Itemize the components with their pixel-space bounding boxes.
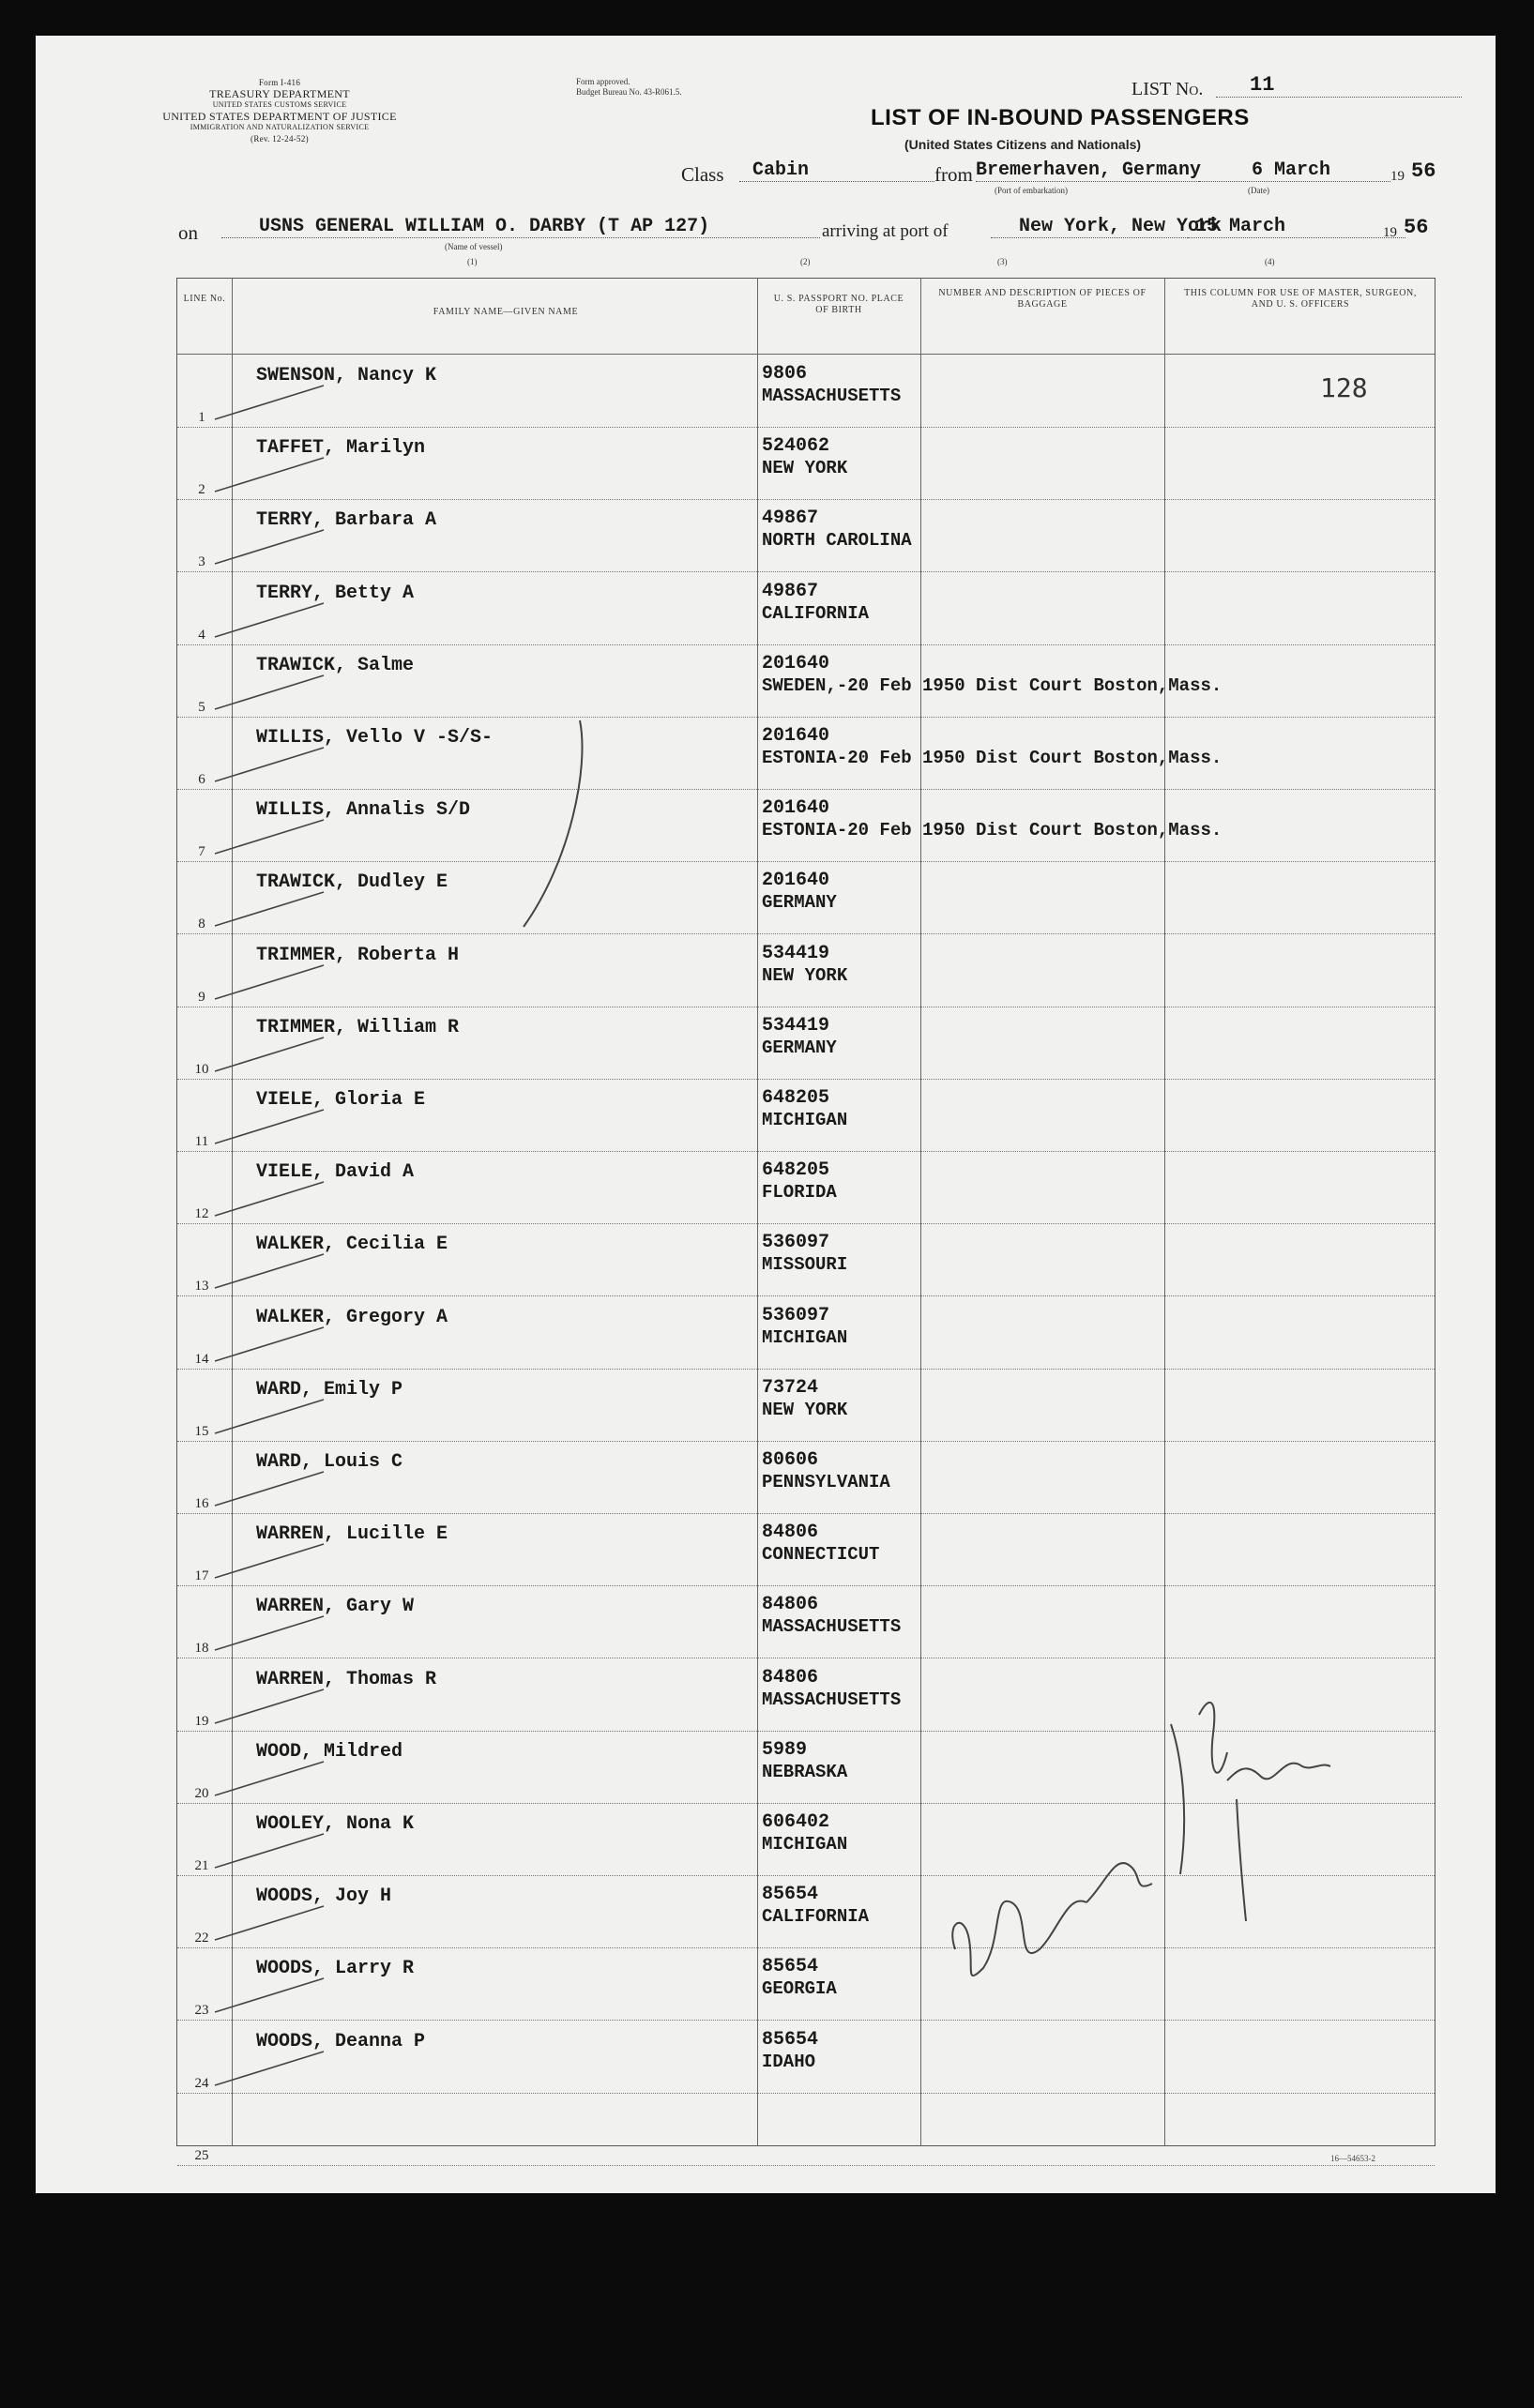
place-of-birth: MICHIGAN: [762, 1110, 848, 1130]
place-of-birth: MASSACHUSETTS: [762, 1689, 902, 1710]
passport-number: 536097: [762, 1304, 830, 1326]
passport-number: 9806: [762, 363, 808, 385]
passenger-list-page: [36, 36, 1496, 2193]
line-number: 21: [194, 1858, 209, 1873]
passenger-name: TRAWICK, Salme: [256, 654, 415, 676]
passport-number: 606402: [762, 1811, 830, 1833]
list-no-value: 11: [1216, 73, 1462, 98]
line-number: 14: [194, 1351, 209, 1367]
table-row: [177, 718, 1435, 790]
passenger-name: WARREN, Lucille E: [256, 1523, 448, 1546]
passport-number: 85654: [762, 1956, 819, 1978]
justice-dept: UNITED STATES DEPARTMENT OF JUSTICE: [162, 110, 397, 123]
passport-number: 85654: [762, 2028, 819, 2051]
line-number: 5: [198, 699, 205, 715]
line-number: 17: [194, 1568, 209, 1584]
line-number: 2: [198, 482, 205, 498]
passport-number: 536097: [762, 1232, 830, 1254]
table-row: [177, 1224, 1435, 1296]
document-title: LIST OF IN-BOUND PASSENGERS: [871, 105, 1250, 130]
year-prefix: 19: [1390, 169, 1405, 184]
passport-number: 80606: [762, 1449, 819, 1471]
passport-number: 85654: [762, 1884, 819, 1906]
line-number: 20: [194, 1785, 209, 1801]
year2-prefix: 19: [1383, 225, 1397, 240]
passenger-name: TRAWICK, Dudley E: [256, 871, 448, 894]
place-of-birth: MICHIGAN: [762, 1834, 848, 1855]
place-of-birth: ESTONIA-20 Feb 1950 Dist Court Boston,Mass.: [762, 820, 1223, 841]
bracket-mark: [505, 711, 617, 936]
table-row: [177, 1297, 1435, 1370]
col-num-3: (3): [997, 257, 1008, 266]
passenger-name: WALKER, Gregory A: [256, 1306, 448, 1328]
line-number: 22: [194, 1931, 209, 1946]
line-number: 19: [194, 1713, 209, 1729]
table-row: [177, 1007, 1435, 1080]
passenger-name: WOOD, Mildred: [256, 1740, 403, 1763]
table-row: [177, 935, 1435, 1007]
passport-number: 84806: [762, 1522, 819, 1544]
line-number: 13: [194, 1279, 209, 1295]
table-row: [177, 356, 1435, 428]
passport-number: 84806: [762, 1594, 819, 1616]
passenger-name: WOODS, Joy H: [256, 1886, 392, 1908]
document-subtitle: (United States Citizens and Nationals): [904, 137, 1142, 152]
place-of-birth: CONNECTICUT: [762, 1544, 880, 1566]
col-num-4: (4): [1265, 257, 1275, 266]
header-officers: THIS COLUMN FOR USE OF MASTER, SURGEON, AND U. S. OFFICERS: [1184, 288, 1417, 310]
passenger-name: TRIMMER, Roberta H: [256, 944, 460, 966]
col-num-1: (1): [467, 257, 478, 266]
arrival-port: New York, New York: [991, 216, 1188, 238]
place-of-birth: NEW YORK: [762, 1399, 848, 1420]
from-port: Bremerhaven, Germany: [976, 159, 1202, 181]
treasury-dept: TREASURY DEPARTMENT: [209, 87, 350, 100]
place-of-birth: NEBRASKA: [762, 1761, 848, 1782]
passport-number: 648205: [762, 1087, 830, 1109]
table-row: [177, 1514, 1435, 1586]
arrival-date: 15 March: [1188, 216, 1405, 238]
line-number: 4: [198, 627, 205, 643]
line-number: 6: [198, 772, 205, 787]
passenger-name: WARD, Louis C: [256, 1451, 403, 1473]
passenger-name: WALKER, Cecilia E: [256, 1234, 448, 1256]
place-of-birth: GERMANY: [762, 892, 837, 914]
budget-bureau: Budget Bureau No. 43-R061.5.: [576, 87, 682, 97]
passenger-name: SWENSON, Nancy K: [256, 365, 437, 386]
line-number: 24: [194, 2075, 209, 2091]
customs-service: UNITED STATES CUSTOMS SERVICE: [212, 100, 347, 109]
revision: (Rev. 12-24-52): [251, 134, 309, 144]
line-number: 7: [198, 844, 205, 860]
passport-number: 534419: [762, 1014, 830, 1037]
line-number: 11: [194, 1134, 209, 1149]
passenger-name: TRIMMER, William R: [256, 1016, 460, 1038]
passenger-name: WARD, Emily P: [256, 1378, 403, 1401]
line-number: 8: [198, 916, 205, 932]
line-number: 18: [194, 1641, 209, 1657]
place-of-birth: GEORGIA: [762, 1978, 837, 2000]
passport-number: 201640: [762, 797, 830, 820]
ins-service: IMMIGRATION AND NATURALIZATION SERVICE: [190, 123, 370, 131]
list-no-label: LIST No.: [1132, 79, 1204, 99]
table-row: [177, 1442, 1435, 1514]
passport-number: 84806: [762, 1666, 819, 1689]
form-approval: [576, 77, 682, 98]
port-caption: (Port of embarkation): [995, 186, 1068, 195]
table-row: [177, 428, 1435, 500]
class-label: Class: [681, 163, 724, 186]
vessel-caption: (Name of vessel): [445, 242, 503, 251]
arriving-label: arriving at port of: [822, 221, 949, 241]
place-of-birth: PENNSYLVANIA: [762, 1472, 890, 1492]
passenger-name: TERRY, Barbara A: [256, 509, 437, 532]
table-row: [177, 573, 1435, 645]
line-number: 3: [198, 554, 205, 570]
table-row: [177, 790, 1435, 862]
place-of-birth: GERMANY: [762, 1037, 837, 1058]
place-of-birth: MICHIGAN: [762, 1326, 848, 1348]
table-row: [177, 1152, 1435, 1224]
passport-number: 5989: [762, 1738, 808, 1761]
passport-number: 524062: [762, 435, 830, 458]
line-number: 12: [194, 1206, 209, 1222]
header-passport: U. S. PASSPORT NO. PLACE OF BIRTH: [773, 294, 904, 315]
year2-value: 56: [1404, 216, 1429, 239]
table-row: [177, 500, 1435, 572]
date-caption: (Date): [1248, 186, 1269, 195]
line-number: 25: [194, 2147, 209, 2163]
place-of-birth: CALIFORNIA: [762, 602, 870, 624]
line-number: 15: [194, 1423, 209, 1439]
passport-number: 201640: [762, 870, 830, 892]
passport-number: 49867: [762, 507, 819, 530]
table-row: [177, 1370, 1435, 1442]
place-of-birth: FLORIDA: [762, 1182, 837, 1204]
from-label: from: [934, 163, 973, 186]
footer-code: 16—54653-2: [1330, 2154, 1375, 2163]
passport-number: 201640: [762, 652, 830, 674]
passenger-name: WOODS, Larry R: [256, 1958, 415, 1980]
header-line-no: LINE No.: [183, 294, 226, 304]
officer-annotation: 128: [1320, 372, 1368, 403]
passport-number: 534419: [762, 942, 830, 964]
class-value: Cabin: [739, 159, 934, 182]
table-row: [177, 2094, 1435, 2166]
passenger-name: WILLIS, Vello V -S/S-: [256, 727, 494, 749]
form-approved: Form approved.: [576, 77, 630, 86]
passport-number: 201640: [762, 725, 830, 747]
form-header-left: [139, 77, 420, 144]
header-name: FAMILY NAME—GIVEN NAME: [433, 307, 579, 317]
place-of-birth: NORTH CAROLINA: [762, 530, 912, 552]
passenger-name: VIELE, Gloria E: [256, 1089, 426, 1111]
place-of-birth: NEW YORK: [762, 458, 848, 479]
line-number: 1: [198, 410, 205, 425]
col-num-2: (2): [800, 257, 811, 266]
from-date: 6 March: [1199, 159, 1390, 182]
place-of-birth: CALIFORNIA: [762, 1906, 870, 1928]
passenger-name: WILLIS, Annalis S/D: [256, 799, 471, 822]
year-value: 56: [1411, 159, 1436, 183]
table-row: [177, 1080, 1435, 1152]
line-number: 10: [194, 1061, 209, 1077]
passenger-name: VIELE, David A: [256, 1161, 415, 1184]
on-label: on: [178, 221, 198, 244]
passenger-name: TAFFET, Marilyn: [256, 437, 426, 460]
place-of-birth: IDAHO: [762, 2051, 816, 2072]
place-of-birth: SWEDEN,-20 Feb 1950 Dist Court Boston,Mass.: [762, 674, 1223, 696]
handwritten-signature: [927, 1612, 1349, 2043]
place-of-birth: MASSACHUSETTS: [762, 1616, 902, 1638]
place-of-birth: MASSACHUSETTS: [762, 386, 902, 406]
passenger-name: WARREN, Gary W: [256, 1596, 415, 1618]
passenger-name: WOODS, Deanna P: [256, 2030, 426, 2052]
line-number: 16: [194, 1496, 209, 1511]
passport-number: 648205: [762, 1159, 830, 1182]
line-number: 9: [198, 989, 205, 1005]
header-baggage: NUMBER AND DESCRIPTION OF PIECES OF BAGGAGE: [938, 288, 1147, 310]
passport-number: 49867: [762, 580, 819, 602]
place-of-birth: MISSOURI: [762, 1254, 848, 1276]
passport-number: 73724: [762, 1376, 819, 1399]
table-row: [177, 862, 1435, 934]
line-number: 23: [194, 2003, 209, 2019]
passenger-name: WARREN, Thomas R: [256, 1668, 437, 1690]
table-row: [177, 645, 1435, 718]
vessel-name: USNS GENERAL WILLIAM O. DARBY (T AP 127): [221, 216, 820, 238]
place-of-birth: ESTONIA-20 Feb 1950 Dist Court Boston,Mass.: [762, 748, 1223, 768]
place-of-birth: NEW YORK: [762, 964, 848, 986]
passenger-name: WOOLEY, Nona K: [256, 1813, 415, 1835]
passenger-name: TERRY, Betty A: [256, 582, 415, 604]
form-number: Form I-416: [258, 78, 301, 87]
